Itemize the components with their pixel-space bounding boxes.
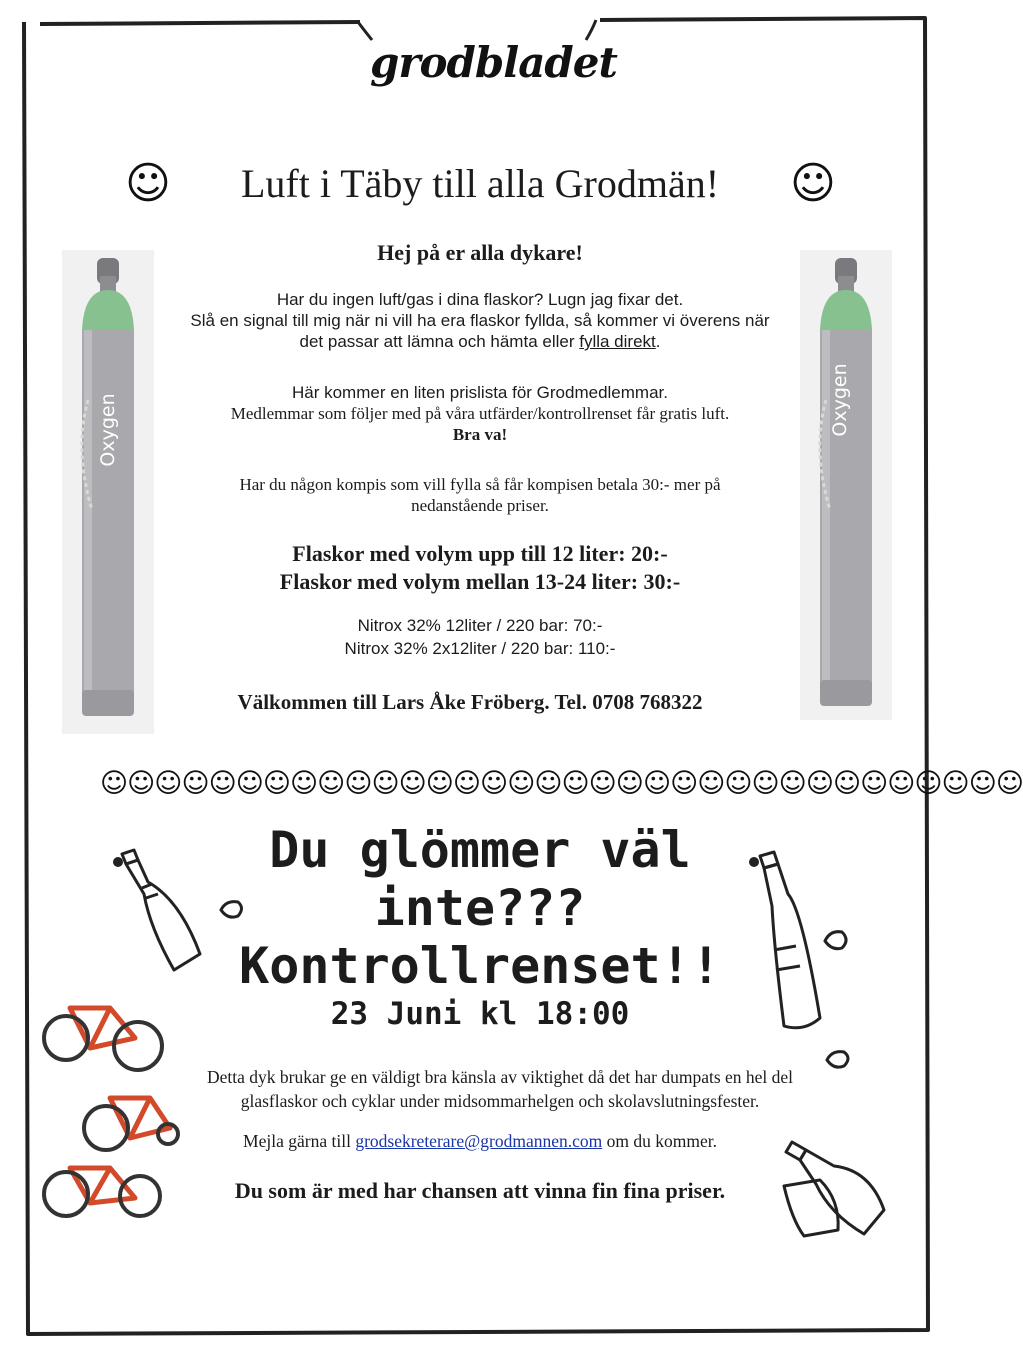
rsvp-text-end: om du kommer. [602, 1131, 717, 1151]
oxygen-cylinder-right-image [800, 250, 892, 720]
grodbladet-logo [370, 38, 617, 98]
bottle-cap-icon-right [822, 928, 852, 952]
intro-line-3-text: det passar att lämna och hämta eller [299, 332, 580, 351]
intro-line-3-end: . [655, 332, 661, 351]
rsvp-line [160, 1131, 800, 1152]
bra-va-text: Bra va! [452, 425, 508, 444]
oxygen-label-left: Oxygen [97, 393, 119, 467]
event-headline-line-2: inte??? [374, 879, 586, 937]
nitrox-prices [150, 614, 810, 660]
oxygen-cylinder-left-image [62, 250, 154, 734]
nitrox-price-twin: Nitrox 32% 2x12liter / 220 bar: 110:- [344, 639, 616, 658]
smiley-divider: ☺☺☺☺☺☺☺☺☺☺☺☺☺☺☺☺☺☺☺☺☺☺☺☺☺☺☺☺☺☺☺☺☺☺ [100, 768, 1023, 799]
rsvp-text: Mejla gärna till [243, 1131, 356, 1151]
friend-line-2: nedanstående priser. [411, 496, 549, 515]
logo-text: grodbladet [370, 38, 617, 87]
cylinder-prices [150, 540, 810, 596]
pricelist-lead: Här kommer en liten prislista för Grodmedlemmar. [291, 383, 668, 402]
event-headline-line-1: Du glömmer väl [269, 821, 691, 879]
contact-welcome: Välkommen till Lars Åke Fröberg. Tel. 0708 768322 [237, 690, 703, 714]
page-title-row [0, 160, 960, 207]
smiley-icon-right: ☺ [790, 158, 836, 209]
page-title: Luft i Täby till alla Grodmän! [240, 161, 720, 206]
bottle-cap-icon-left [218, 898, 246, 920]
email-link[interactable]: grodsekreterare@grodmannen.com [355, 1131, 603, 1151]
event-description [160, 1065, 840, 1113]
event-description-line-1: Detta dyk brukar ge en väldigt bra känsla av viktighet då det har dumpats en hel del [206, 1067, 794, 1087]
friend-line-1: Har du någon kompis som vill fylla så får kompisen betala 30:- mer på [239, 475, 721, 494]
event-headline-line-3: Kontrollrenset!! [239, 937, 721, 995]
greeting-heading: Hej på er alla dykare! [377, 240, 583, 265]
nitrox-price-single: Nitrox 32% 12liter / 220 bar: 70:- [357, 616, 603, 635]
oxygen-label-right: Oxygen [829, 363, 851, 437]
prizes-text: Du som är med har chansen att vinna fin fina priser. [234, 1178, 726, 1203]
price-line-12l: Flaskor med volym upp till 12 liter: 20:- [292, 541, 668, 566]
bottle-icon-left [108, 848, 208, 978]
intro-line-3 [150, 331, 810, 352]
event-date: 23 Juni kl 18:00 [330, 996, 630, 1032]
members-free-air-text: Medlemmar som följer med på våra utfärder/kontrollrenset får gratis luft. [230, 404, 730, 423]
price-line-13-24l: Flaskor med volym mellan 13-24 liter: 30:- [279, 569, 681, 594]
intro-paragraph [150, 289, 810, 352]
smiley-icon-left: ☺ [125, 158, 171, 209]
pricelist-intro [150, 382, 810, 445]
intro-line-1: Har du ingen luft/gas i dina flaskor? Lugn jag fixar det. [276, 290, 684, 309]
event-description-line-2: glasflaskor och cyklar under midsommarhelgen och skolavslutningsfester. [240, 1091, 760, 1111]
friend-price-note [170, 474, 790, 516]
fylla-direkt-link[interactable]: fylla direkt [579, 332, 656, 351]
intro-line-2: Slå en signal till mig när ni vill ha era flaskor fyllda, så kommer vi överens när [190, 311, 770, 330]
